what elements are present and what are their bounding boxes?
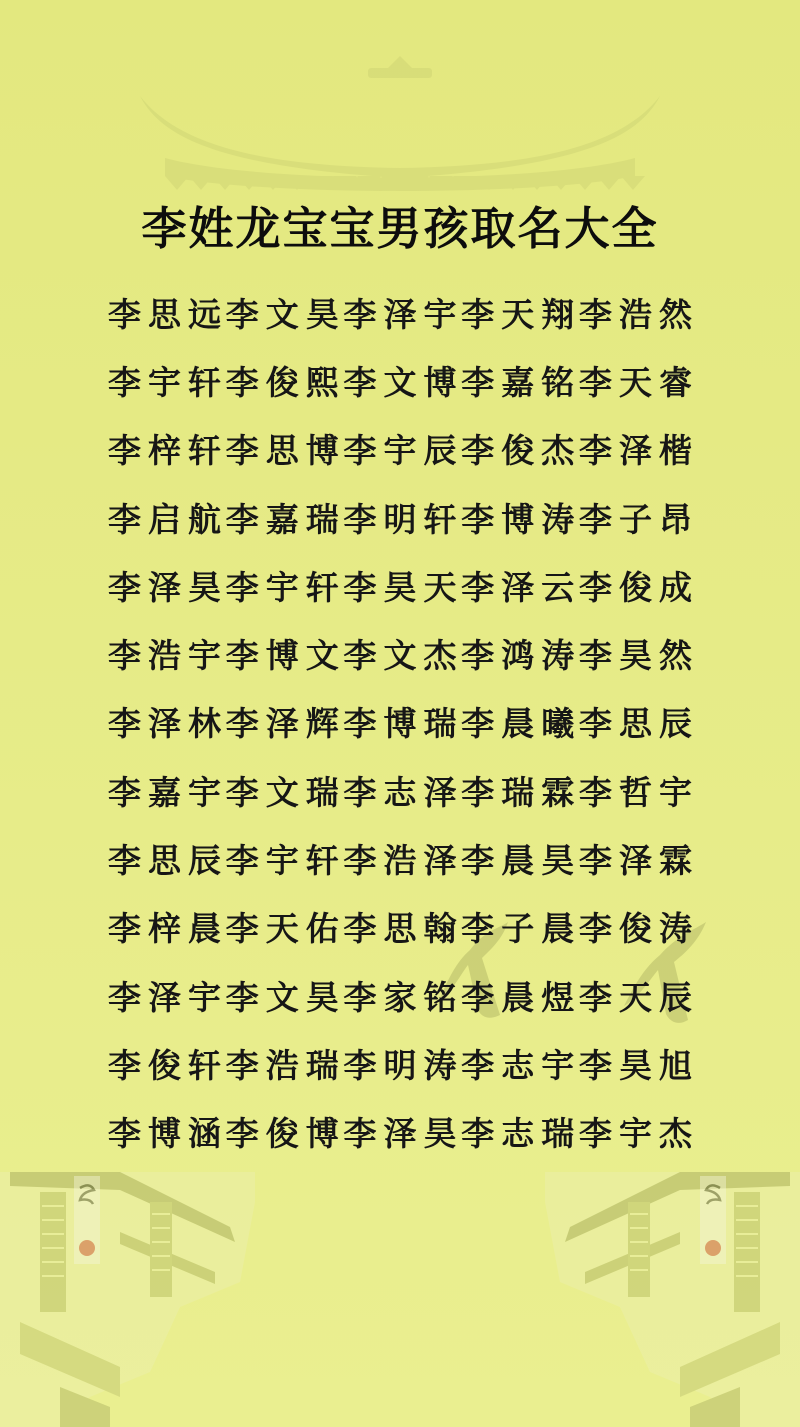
name-item: 李文昊 bbox=[225, 297, 346, 334]
name-item: 李宇轩 bbox=[225, 844, 346, 881]
name-item: 李志瑞 bbox=[461, 1117, 582, 1154]
name-row bbox=[108, 619, 699, 687]
street-buildings-left-icon bbox=[0, 1172, 270, 1427]
name-item: 李泽宇 bbox=[108, 980, 228, 1017]
name-item: 李泽宇 bbox=[343, 297, 464, 334]
name-item: 李宇轩 bbox=[108, 365, 228, 402]
name-item: 李博文 bbox=[225, 639, 346, 676]
name-item: 李天睿 bbox=[579, 365, 699, 402]
name-row bbox=[108, 1098, 699, 1166]
name-row bbox=[108, 278, 699, 346]
name-row bbox=[108, 346, 699, 414]
name-item: 李俊熙 bbox=[225, 365, 346, 402]
name-row bbox=[108, 961, 699, 1029]
name-item: 李泽霖 bbox=[579, 844, 699, 881]
name-row bbox=[108, 756, 699, 824]
name-item: 李浩泽 bbox=[343, 844, 464, 881]
name-item: 李思远 bbox=[108, 297, 228, 334]
name-item: 李俊成 bbox=[579, 570, 699, 607]
name-item: 李志宇 bbox=[461, 1048, 582, 1085]
name-item: 李晨煜 bbox=[461, 980, 582, 1017]
name-item: 李思博 bbox=[225, 434, 346, 471]
name-item: 李博瑞 bbox=[343, 707, 464, 744]
name-item: 李文瑞 bbox=[225, 775, 346, 812]
name-item: 李文杰 bbox=[343, 639, 464, 676]
name-item: 李浩瑞 bbox=[225, 1048, 346, 1085]
name-item: 李泽辉 bbox=[225, 707, 346, 744]
name-item: 李文博 bbox=[343, 365, 464, 402]
name-item: 李思辰 bbox=[579, 707, 699, 744]
name-item: 李俊杰 bbox=[461, 434, 582, 471]
name-item: 李启航 bbox=[108, 502, 228, 539]
name-item: 李泽昊 bbox=[108, 570, 228, 607]
name-item: 李子昂 bbox=[579, 502, 699, 539]
name-item: 李瑞霖 bbox=[461, 775, 582, 812]
street-buildings-right-icon bbox=[530, 1172, 800, 1427]
name-row bbox=[108, 483, 699, 551]
name-item: 李俊博 bbox=[225, 1117, 346, 1154]
name-item: 李嘉瑞 bbox=[225, 502, 346, 539]
name-row bbox=[108, 551, 699, 619]
name-row bbox=[108, 893, 699, 961]
name-item: 李梓晨 bbox=[108, 912, 228, 949]
name-item: 李梓轩 bbox=[108, 434, 228, 471]
name-row bbox=[108, 1029, 699, 1097]
name-item: 李嘉宇 bbox=[108, 775, 228, 812]
name-item: 李晨昊 bbox=[461, 844, 582, 881]
name-item: 李天辰 bbox=[579, 980, 699, 1017]
name-item: 李浩宇 bbox=[108, 639, 228, 676]
name-item: 李文昊 bbox=[225, 980, 346, 1017]
name-item: 李泽林 bbox=[108, 707, 228, 744]
name-item: 李俊涛 bbox=[579, 912, 699, 949]
temple-roof-icon bbox=[120, 38, 680, 208]
page-title: 李姓龙宝宝男孩取名大全 bbox=[141, 203, 659, 254]
name-row bbox=[108, 688, 699, 756]
name-item: 李博涛 bbox=[461, 502, 582, 539]
name-item: 李泽昊 bbox=[343, 1117, 464, 1154]
name-item: 李哲宇 bbox=[579, 775, 699, 812]
name-item: 李昊旭 bbox=[579, 1048, 699, 1085]
name-item: 李思辰 bbox=[108, 844, 228, 881]
name-item: 李思翰 bbox=[343, 912, 464, 949]
name-item: 李宇轩 bbox=[225, 570, 346, 607]
name-list bbox=[108, 278, 699, 1166]
name-row bbox=[108, 415, 699, 483]
name-row bbox=[108, 824, 699, 892]
name-item: 李浩然 bbox=[579, 297, 699, 334]
name-item: 李天翔 bbox=[461, 297, 582, 334]
name-item: 李俊轩 bbox=[108, 1048, 228, 1085]
name-item: 李昊天 bbox=[343, 570, 464, 607]
name-item: 李嘉铭 bbox=[461, 365, 582, 402]
name-item: 李子晨 bbox=[461, 912, 582, 949]
name-item: 李鸿涛 bbox=[461, 639, 582, 676]
name-item: 李明涛 bbox=[343, 1048, 464, 1085]
name-item: 李泽楷 bbox=[579, 434, 699, 471]
name-item: 李天佑 bbox=[225, 912, 346, 949]
name-item: 李宇杰 bbox=[579, 1117, 699, 1154]
name-item: 李明轩 bbox=[343, 502, 464, 539]
name-item: 李昊然 bbox=[579, 639, 699, 676]
name-item: 李宇辰 bbox=[343, 434, 464, 471]
name-item: 李志泽 bbox=[343, 775, 464, 812]
name-item: 李博涵 bbox=[108, 1117, 228, 1154]
name-item: 李家铭 bbox=[343, 980, 464, 1017]
name-item: 李晨曦 bbox=[461, 707, 582, 744]
name-item: 李泽云 bbox=[461, 570, 582, 607]
